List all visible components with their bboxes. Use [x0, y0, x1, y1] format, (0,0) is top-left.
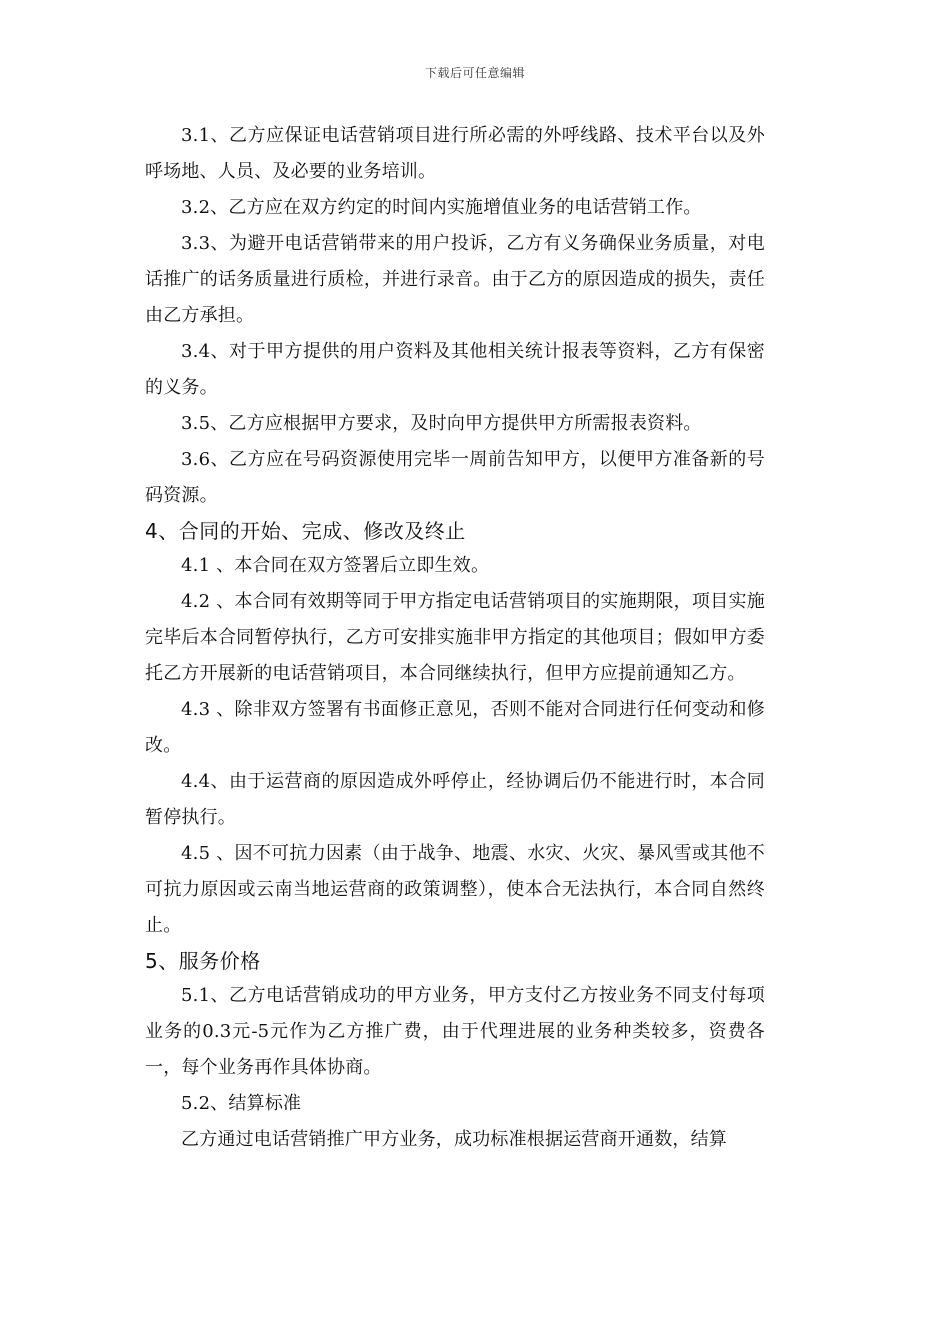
clause-3-2: 3.2、乙方应在双方约定的时间内实施增值业务的电话营销工作。 — [181, 197, 702, 218]
clause-4-5: 4.5 、因不可抗力因素（由于战争、地震、水灾、火灾、暴风雪或其他不可抗力原因或云南当地运营商的政策调整），使本合无法执行，本合同自然终止。 — [145, 843, 765, 936]
clause-3-5: 3.5、乙方应根据甲方要求，及时向甲方提供甲方所需报表资料。 — [181, 413, 702, 434]
clause-3-6: 3.6、乙方应在号码资源使用完毕一周前告知甲方，以便甲方准备新的号码资源。 — [145, 449, 765, 506]
clause-3-1: 3.1、乙方应保证电话营销项目进行所必需的外呼线路、技术平台以及外呼场地、人员、及必要的业务培训。 — [145, 125, 765, 182]
document-body — [145, 118, 765, 1158]
clause-5-2-body: 乙方通过电话营销推广甲方业务，成功标准根据运营商开通数，结算 — [181, 1129, 727, 1150]
clause-5-1: 5.1、乙方电话营销成功的甲方业务，甲方支付乙方按业务不同支付每项业务的0.3元-5元作为乙方推广费，由于代理进展的业务种类较多，资费各一，每个业务再作具体协商。 — [145, 985, 765, 1078]
clause-4-2: 4.2 、本合同有效期等同于甲方指定电话营销项目的实施期限，项目实施完毕后本合同暂停执行，乙方可安排实施非甲方指定的其他项目；假如甲方委托乙方开展新的电话营销项目，本合同继续执行，但甲方应提前通知乙方。 — [145, 591, 765, 684]
clause-4-1: 4.1 、本合同在双方签署后立即生效。 — [181, 555, 490, 576]
clause-4-3: 4.3 、除非双方签署有书面修正意见，否则不能对合同进行任何变动和修改。 — [145, 699, 765, 756]
clause-3-3: 3.3、为避开电话营销带来的用户投诉，乙方有义务确保业务质量，对电话推广的话务质量进行质检，并进行录音。由于乙方的原因造成的损失，责任由乙方承担。 — [145, 233, 765, 326]
section-heading-4: 4、合同的开始、完成、修改及终止 — [145, 519, 466, 543]
section-heading-5: 5、服务价格 — [145, 949, 261, 973]
clause-4-4: 4.4、由于运营商的原因造成外呼停止，经协调后仍不能进行时，本合同暂停执行。 — [145, 771, 765, 828]
clause-3-4: 3.4、对于甲方提供的用户资料及其他相关统计报表等资料，乙方有保密的义务。 — [145, 341, 765, 398]
clause-5-2: 5.2、结算标准 — [181, 1093, 302, 1114]
page-header-note: 下载后可任意编辑 — [424, 66, 525, 80]
